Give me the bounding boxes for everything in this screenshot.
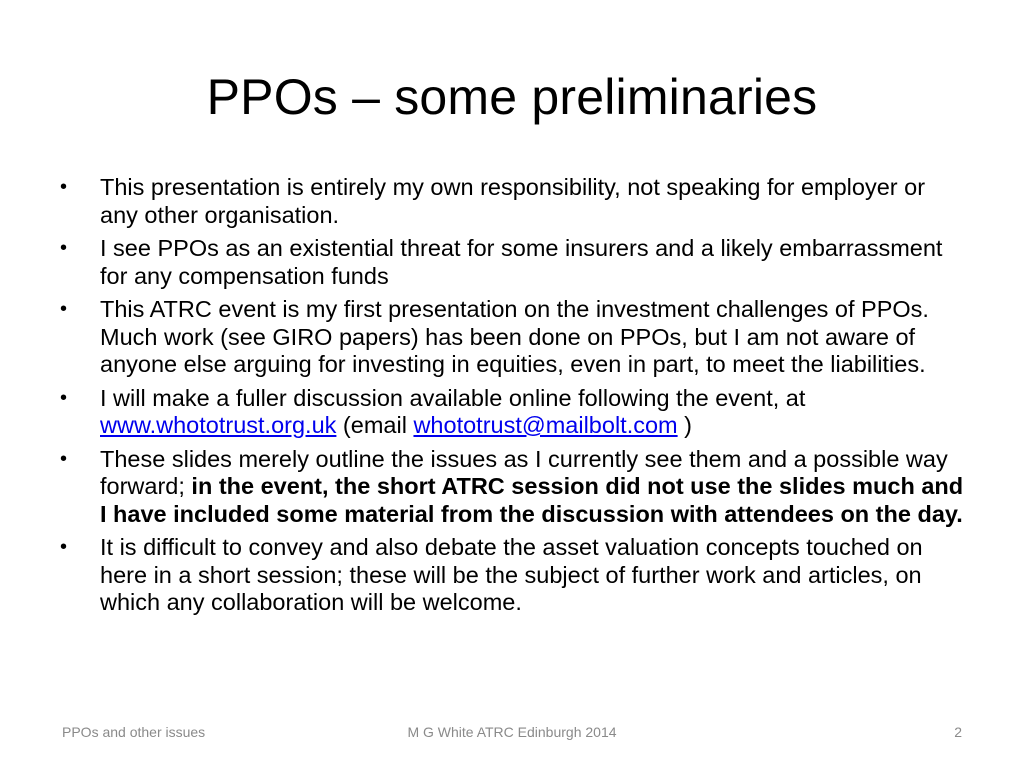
footer-center: M G White ATRC Edinburgh 2014 — [407, 724, 617, 740]
bullet-text: It is difficult to convey and also debate the asset valuation concepts touched on here in a short session; these will be the subject of further work and articles, on which any collaboration will be welcome. — [100, 534, 923, 615]
slide-title: PPOs – some preliminaries — [206, 69, 818, 125]
bullet-text: This ATRC event is my first presentation on the investment challenges of PPOs. Much work (see GIRO papers) has been done on PPOs, but I am not aware of anyone else arguing for investing in equities, even in part, to meet the liabilities. — [100, 296, 929, 377]
bullet-text-between: (email — [336, 412, 414, 438]
email-link[interactable]: whototrust@mailbolt.com — [413, 412, 678, 438]
bullet-item — [56, 235, 966, 290]
bullet-item — [56, 174, 966, 229]
bullet-item — [56, 385, 966, 440]
bullet-icon: • — [60, 176, 68, 198]
bullet-item — [56, 534, 966, 617]
bullet-icon: • — [60, 298, 68, 320]
footer-left: PPOs and other issues — [62, 724, 206, 740]
bullet-list — [56, 174, 966, 623]
bullet-icon: • — [60, 536, 68, 558]
bullet-icon: • — [60, 386, 68, 409]
bullet-item — [56, 446, 966, 529]
bullet-icon: • — [60, 237, 68, 259]
website-link[interactable]: www.whototrust.org.uk — [100, 412, 337, 438]
page-number: 2 — [954, 724, 962, 740]
bullet-text: This presentation is entirely my own responsibility, not speaking for employer or any other organisation. — [100, 174, 926, 228]
bullet-text-bold: in the event, the short ATRC session did not use the slides much and I have included some material from the discussion with attendees on the day. — [100, 473, 964, 527]
bullet-text: These slides merely outline the issues as I currently see them and a possible way forward; — [100, 445, 948, 499]
bullet-text: I see PPOs as an existential threat for some insurers and a likely embarrassment for any compensation funds — [100, 235, 943, 289]
bullet-text-before-link: I will make a fuller discussion available online following the event, at — [100, 384, 806, 411]
bullet-item — [56, 296, 966, 379]
bullet-icon: • — [60, 447, 68, 470]
bullet-text-after: ) — [677, 412, 692, 438]
